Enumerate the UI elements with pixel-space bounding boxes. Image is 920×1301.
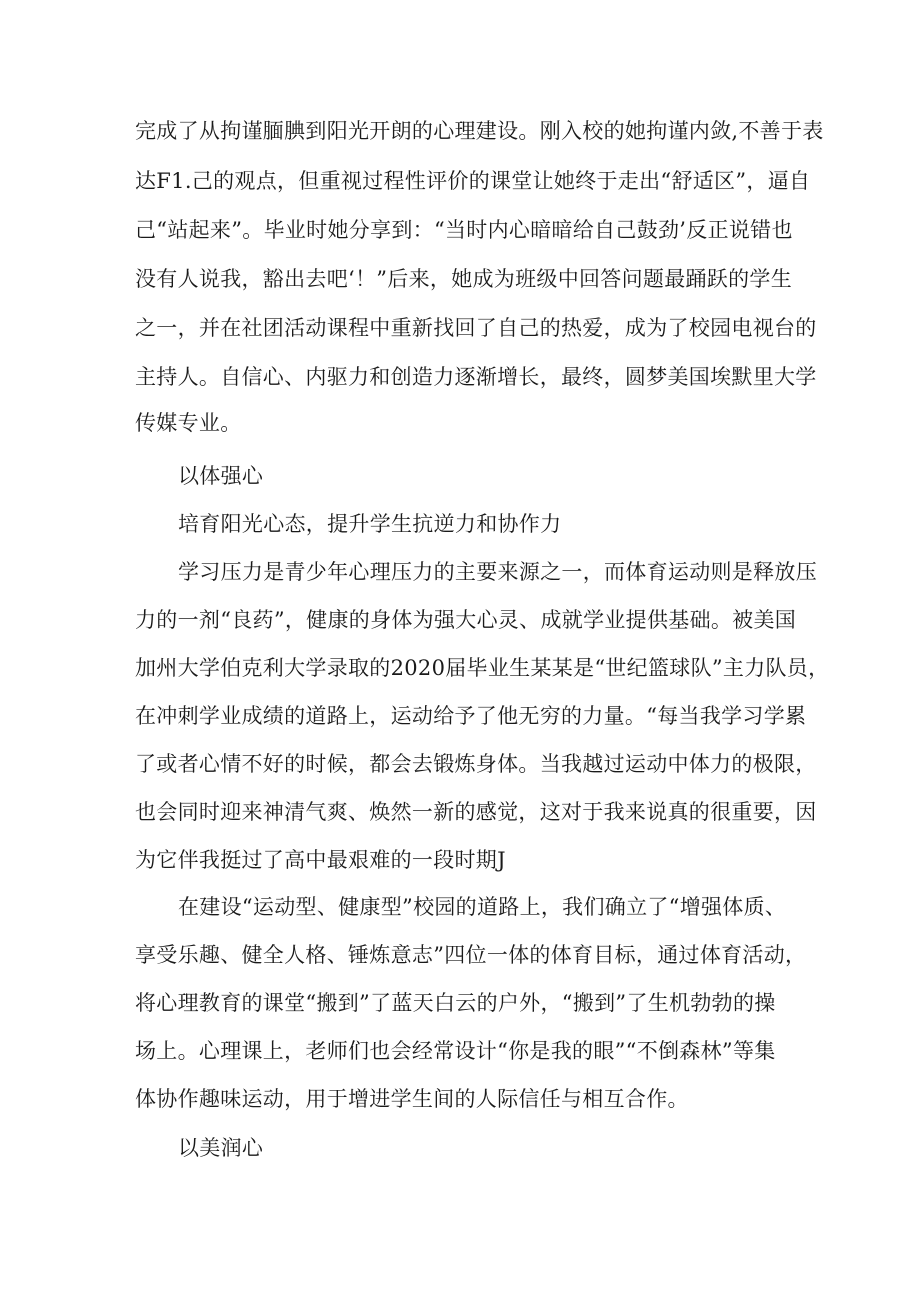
paragraph-line: 完成了从拘谨腼腆到阳光开朗的心理建设。刚入校的她拘谨内敛,不善于表 — [135, 119, 824, 143]
paragraph-line: 之一，并在社团活动课程中重新找回了自己的热爱，成为了校园电视台的 — [135, 316, 817, 340]
paragraph-line: 为它伴我挺过了高中最艰难的一段时期J — [135, 848, 506, 872]
paragraph-line: 学习压力是青少年心理压力的主要来源之一，而体育运动则是释放压 — [178, 560, 817, 584]
paragraph-line: 加州大学伯克利大学录取的2020届毕业生某某是“世纪篮球队”主力队员， — [135, 656, 830, 680]
paragraph-line: 体协作趣味运动，用于增进学生间的人际信任与相互合作。 — [135, 1087, 689, 1111]
paragraph-line: 主持人。自信心、内驱力和创造力逐渐增长，最终，圆梦美国埃默里大学 — [135, 365, 817, 389]
paragraph-line: 享受乐趣、健全人格、锤炼意志”四位一体的体育目标，通过体育活动， — [135, 943, 807, 967]
paragraph-line: 场上。心理课上，老师们也会经常设计“你是我的眼”“不倒森林”等集 — [135, 1039, 776, 1063]
paragraph-line: 在建设“运动型、健康型”校园的道路上，我们确立了“增强体质、 — [178, 895, 787, 919]
section-heading: 以美润心 — [178, 1136, 264, 1160]
section-subheading: 培育阳光心态，提升学生抗逆力和协作力 — [178, 512, 562, 536]
paragraph-line: 在冲刺学业成绩的道路上，运动给予了他无穷的力量。“每当我学习学累 — [135, 704, 807, 728]
paragraph-line: 己“站起来”。毕业时她分享到：“当时内心暗暗给自己鼓劲’反正说错也 — [135, 218, 793, 242]
paragraph-line: 没有人说我，豁出去吧‘！”后来，她成为班级中回答问题最踊跃的学生 — [135, 267, 793, 291]
paragraph-line: 达F1.己的观点，但重视过程性评价的课堂让她终于走出“舒适区”，逼自 — [135, 169, 811, 193]
paragraph-line: 了或者心情不好的时候，都会去锻炼身体。当我越过运动中体力的极限， — [135, 752, 817, 776]
paragraph-line: 也会同时迎来神清气爽、焕然一新的感觉，这对于我来说真的很重要，因 — [135, 800, 817, 824]
paragraph-line: 力的一剂“良药”，健康的身体为强大心灵、成就学业提供基础。被美国 — [135, 608, 797, 632]
paragraph-line: 传媒专业。 — [135, 411, 242, 435]
paragraph-line: 将心理教育的课堂“搬到”了蓝天白云的户外，“搬到”了生机勃勃的操 — [135, 991, 776, 1015]
section-heading: 以体强心 — [178, 464, 264, 488]
